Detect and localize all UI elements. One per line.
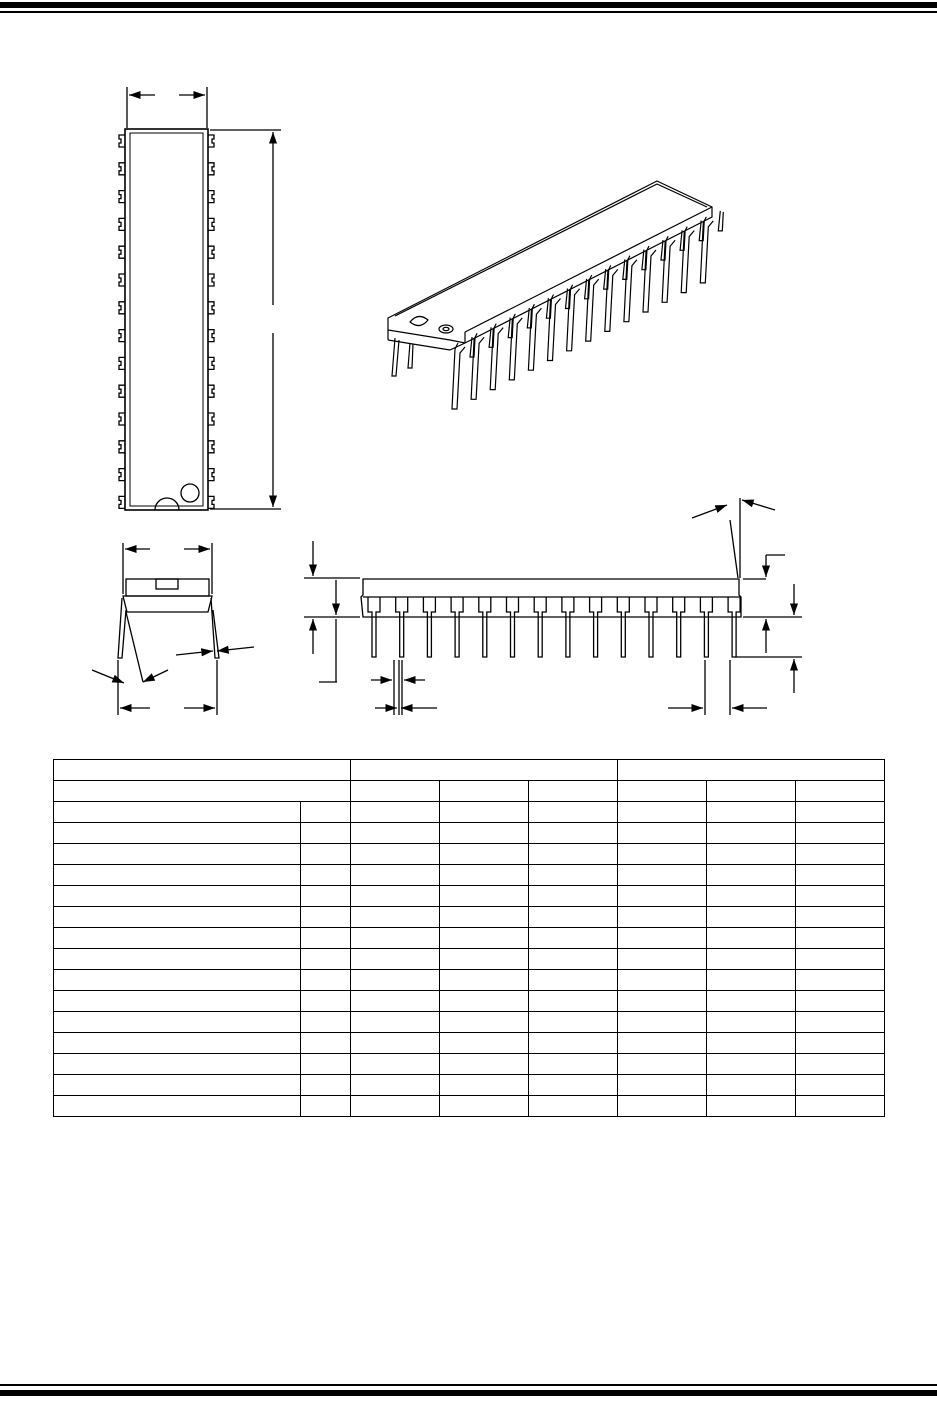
pin-left — [119, 135, 125, 147]
side-view-pins — [368, 597, 740, 657]
table-row — [54, 970, 885, 991]
table-header-row — [54, 781, 885, 802]
table-row — [54, 844, 885, 865]
top-view-pins — [119, 135, 214, 508]
table-row — [54, 1075, 885, 1096]
iso-pin — [548, 295, 561, 361]
pin-right — [208, 496, 214, 508]
table-row — [54, 949, 885, 970]
pin-left — [119, 469, 125, 481]
isometric-pins — [452, 211, 723, 409]
bottom-rule-thick — [0, 1390, 937, 1396]
side-pin — [562, 597, 574, 657]
table-row — [54, 991, 885, 1012]
table-row — [54, 907, 885, 928]
iso-pin — [605, 265, 618, 331]
table-row — [54, 1033, 885, 1054]
table-row — [54, 802, 885, 823]
iso-pin-back — [718, 211, 723, 231]
side-pin — [368, 597, 380, 657]
pin-left — [119, 385, 125, 397]
side-pin — [700, 597, 712, 657]
side-pin — [423, 597, 435, 657]
pin-left — [119, 163, 125, 175]
table-row — [54, 865, 885, 886]
pin-left — [119, 330, 125, 342]
bottom-rule-thin — [0, 1384, 937, 1386]
pin-right — [208, 246, 214, 258]
pin-right — [208, 135, 214, 147]
pin-right — [208, 469, 214, 481]
iso-pin — [490, 324, 503, 390]
pin-right — [208, 191, 214, 203]
pin-left — [119, 413, 125, 425]
side-pin — [396, 597, 408, 657]
side-view — [304, 498, 802, 715]
side-pin — [507, 597, 519, 657]
pin-right — [208, 163, 214, 175]
pin-left — [119, 302, 125, 314]
top-view — [119, 87, 281, 510]
end-view — [92, 543, 254, 715]
pin-left — [119, 496, 125, 508]
pin-right — [208, 441, 214, 453]
pin-right — [208, 385, 214, 397]
pin-left — [119, 357, 125, 369]
iso-pin — [528, 304, 541, 370]
iso-pin — [567, 285, 580, 351]
pin-left — [119, 191, 125, 203]
pin-right — [208, 274, 214, 286]
dimensions-table — [53, 759, 885, 1117]
side-pin — [590, 597, 602, 657]
iso-pin — [509, 314, 522, 380]
table-row — [54, 823, 885, 844]
pin-left — [119, 441, 125, 453]
iso-pin — [700, 217, 713, 283]
side-pin — [451, 597, 463, 657]
pin-right — [208, 413, 214, 425]
side-pin — [479, 597, 491, 657]
table-row — [54, 928, 885, 949]
pin-left — [119, 246, 125, 258]
table-row — [54, 1054, 885, 1075]
side-pin — [728, 597, 740, 657]
pin-right — [208, 330, 214, 342]
iso-pin — [662, 236, 675, 302]
pin-left — [119, 218, 125, 230]
side-pin — [645, 597, 657, 657]
side-pin — [617, 597, 629, 657]
iso-pin — [643, 246, 656, 312]
isometric-view — [388, 181, 723, 409]
dimensions-table-body — [54, 760, 885, 1117]
pin-left — [119, 274, 125, 286]
pin-right — [208, 218, 214, 230]
iso-pin — [586, 275, 599, 341]
iso-pin — [624, 256, 637, 322]
table-row — [54, 1012, 885, 1033]
iso-pin — [471, 333, 484, 399]
table-row — [54, 1096, 885, 1117]
table-header-row — [54, 760, 885, 781]
side-pin — [673, 597, 685, 657]
side-pin — [534, 597, 546, 657]
iso-pin — [452, 343, 465, 409]
pin-right — [208, 357, 214, 369]
table-row — [54, 886, 885, 907]
pin-right — [208, 302, 214, 314]
iso-pin — [681, 227, 694, 293]
